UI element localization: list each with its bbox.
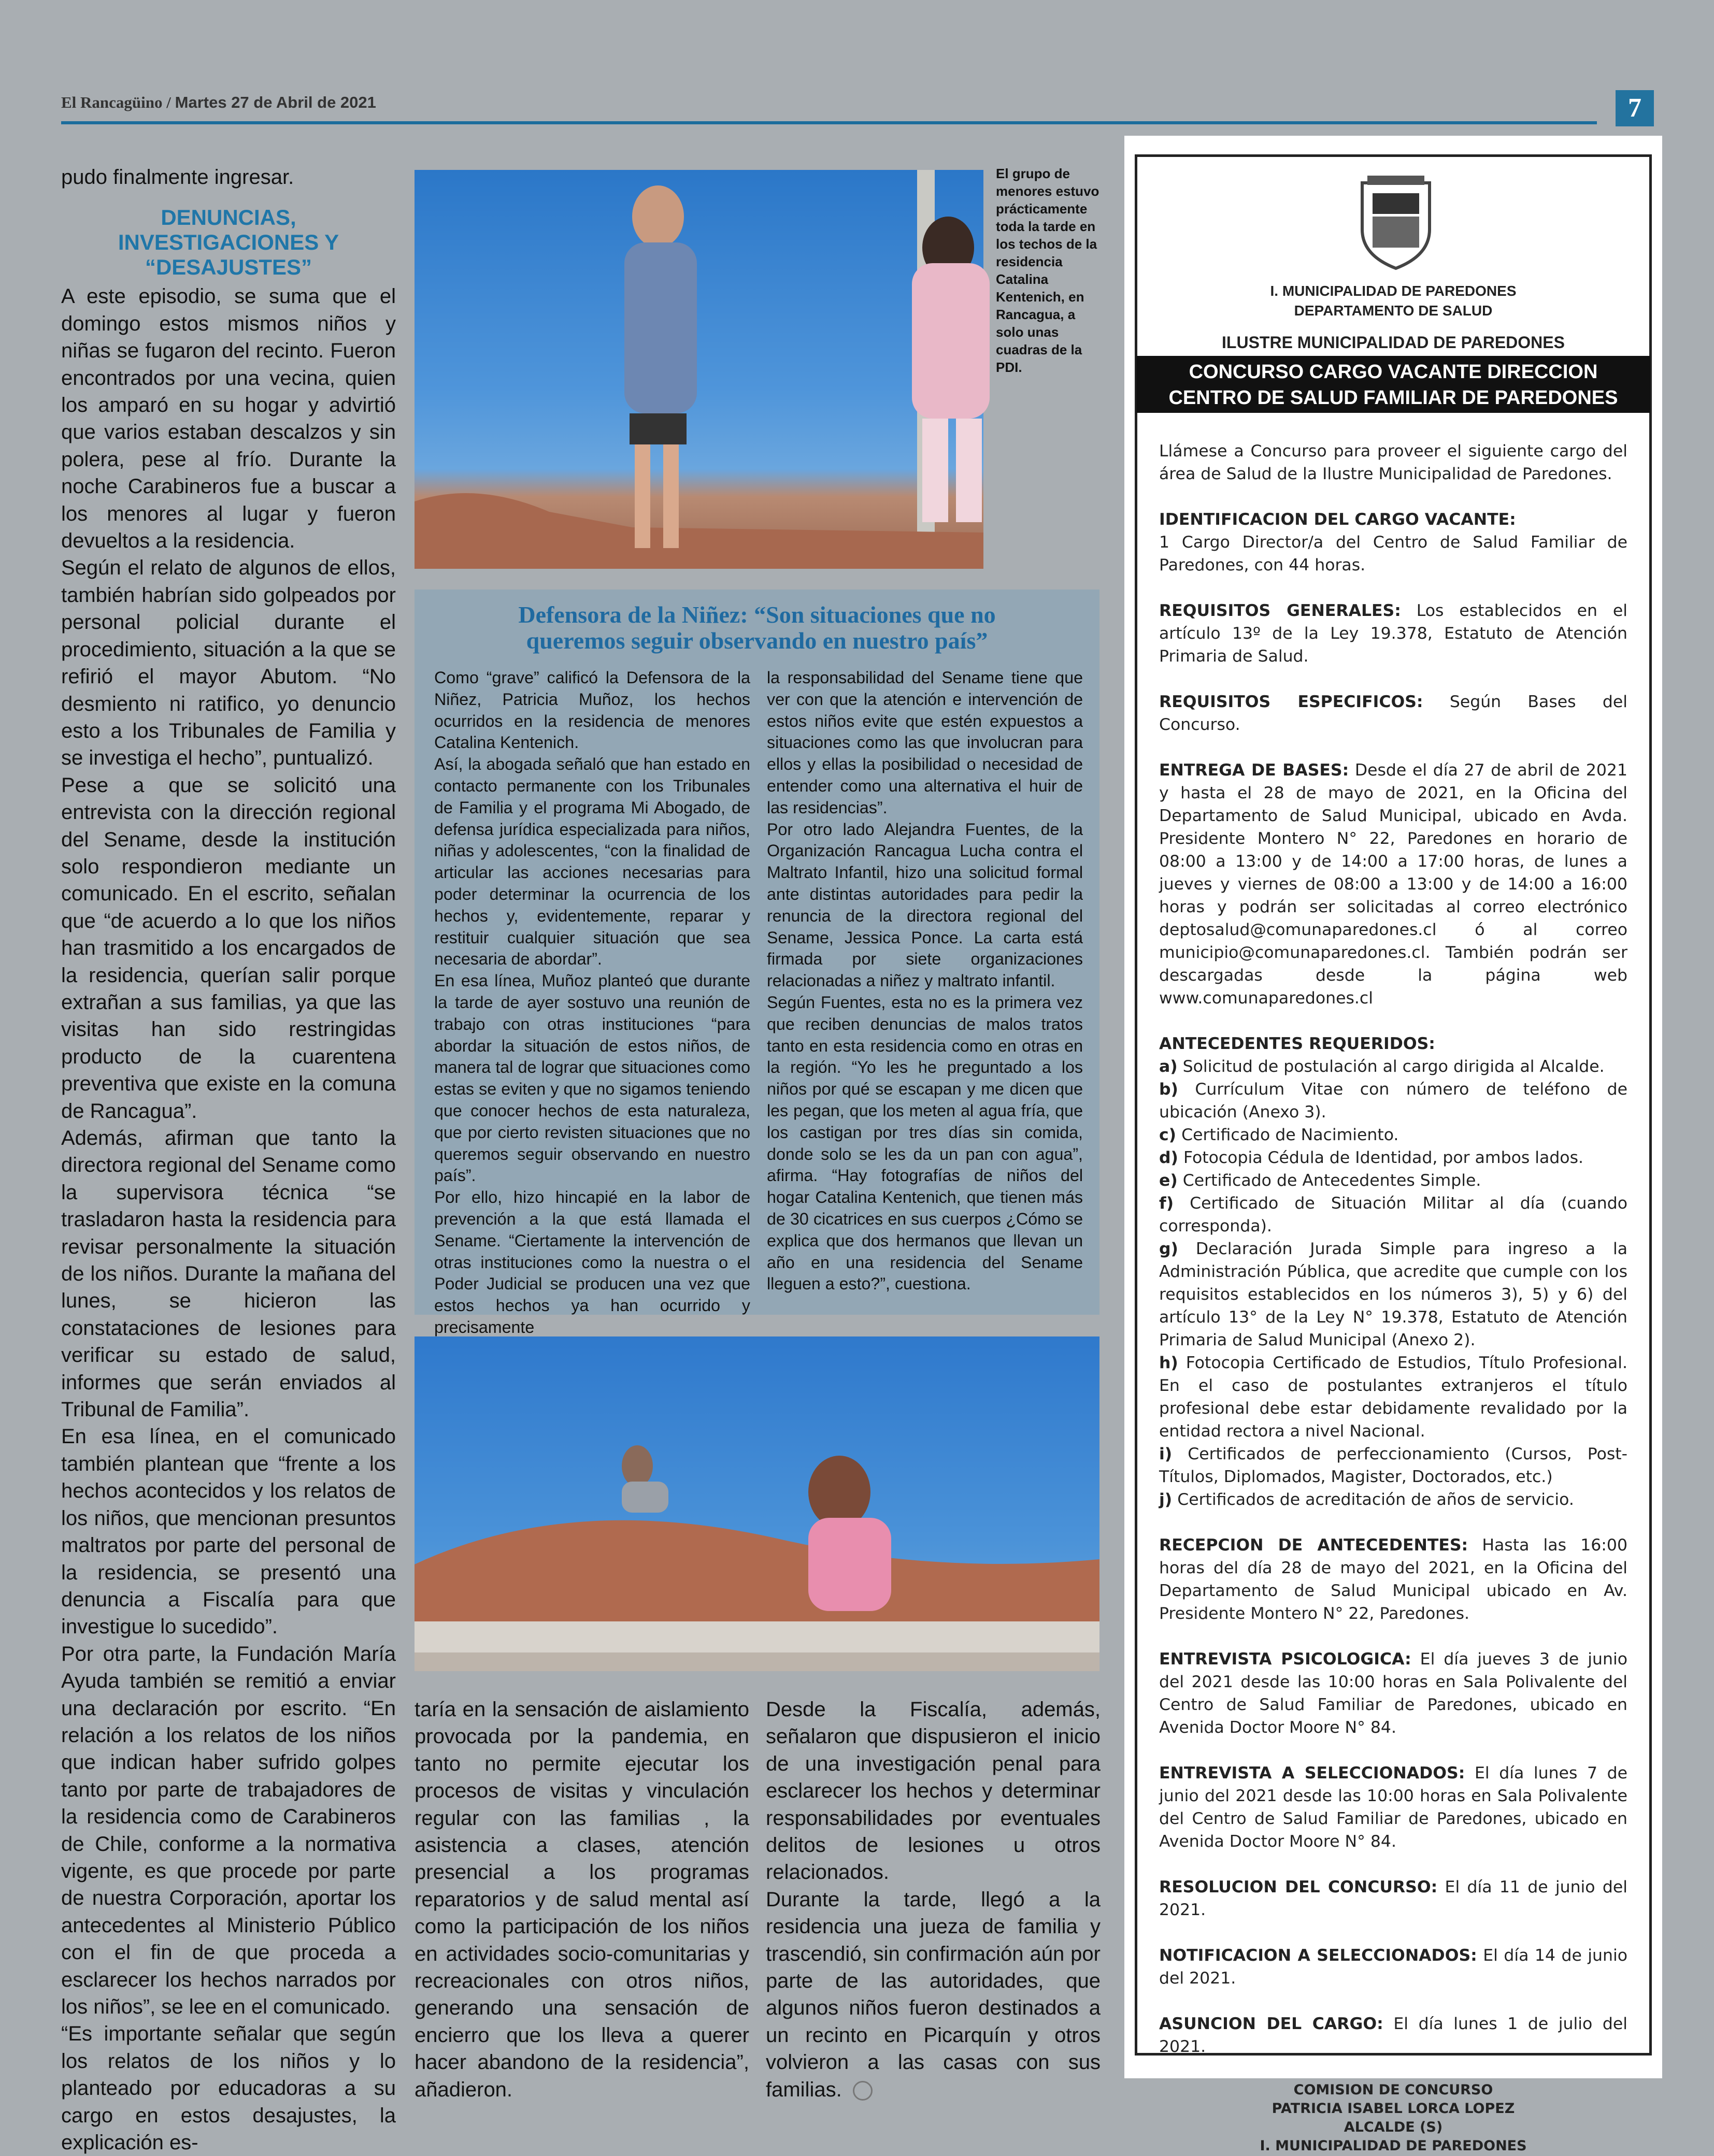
paragraph: Durante la tarde, llegó a la residencia una jueza de familia y trascendió, sin confirmación aún por parte de las autoridades, que algunos niños fueron destinados a un recinto en Picarquín y otros volvieron a las casas con sus familias. — [766, 1888, 1101, 2101]
ad-list-item — [1159, 1192, 1627, 1238]
ad-banner-line: CONCURSO CARGO VACANTE DIRECCION — [1189, 361, 1598, 383]
ad-label: IDENTIFICACION DEL CARGO VACANTE: — [1159, 510, 1516, 529]
ad-section — [1159, 1876, 1627, 1921]
ad-list-item — [1159, 1488, 1627, 1511]
paragraph: Desde la Fiscalía, además, señalaron que dispusieron el inicio de una investigación penal para esclarecer los hechos y determinar responsabilidades por eventuales delitos de lesiones u otros relacionados. — [766, 1698, 1101, 1884]
ad-org-title: ILUSTRE MUNICIPALIDAD DE PAREDONES — [1222, 333, 1565, 352]
rooftop-photo-bottom — [415, 1336, 1099, 1671]
issue-date: Martes 27 de Abril de 2021 — [175, 93, 376, 111]
box-paragraph: Por ello, hizo hincapié en la labor de prevención a la que está llamada el Sename. “Ciertamente la intervención de otras instituciones como la nuestra o el Poder Judicial se producen una vez que estos hechos ya han ocurrido y precisamente — [434, 1188, 750, 1336]
item-text: Fotocopia Certificado de Estudios, Título Profesional. En el caso de postulantes extranjeros el título profesional debe estar debidamente revalidado por la entidad rectora a nivel Nacional. — [1159, 1354, 1627, 1441]
municipal-notice-ad — [1124, 136, 1662, 2154]
paragraph: Por otra parte, la Fundación María Ayuda también se remitió a enviar una declaración por escrito. “En relación a los relatos de los niños que indican haber sufrido golpes tanto por parte de trabajadores de la residencia como de Carabineros de Chile, conforme a la normativa vigente, es que procede por parte de nuestra Corporación, aportar los antecedentes al Ministerio Público con el fin de que proceda a esclarecer los hechos narrados por los niños”, se lee en el comunicado. — [61, 1642, 396, 2018]
ad-section — [1159, 1944, 1627, 1990]
box-paragraph: Según Fuentes, esta no es la primera vez que reciben denuncias de malos tratos tanto en esta residencia como en otras en la región. “Yo les he preguntado a los niños por qué se escapan y me dicen que les pegan, que los meten al agua fría, que los castigan por tres días sin comida, donde solo se les da un pan con agua”, afirma. “Hay fotografías de niños del hogar Catalina Kentenich, que tienen más de 30 cicatrices en sus cuerpos ¿Cómo se explica que dos hermanos que llevan un año en una residencia del Sename lleguen a esto?”, cuestiona. — [767, 993, 1083, 1293]
ad-section — [1159, 508, 1627, 577]
ad-list-item — [1159, 1055, 1627, 1078]
item-key: c) — [1159, 1126, 1177, 1144]
ad-section — [1159, 1762, 1627, 1853]
item-key: e) — [1159, 1171, 1178, 1190]
section-subhead: DENUNCIAS, INVESTIGACIONES Y “DESAJUSTES” — [118, 205, 339, 280]
ad-label-line — [1159, 1032, 1627, 1055]
box-column-right — [767, 667, 1083, 1310]
ad-section — [1159, 759, 1627, 1010]
ad-body — [1159, 440, 1627, 2155]
item-text: Certificado de Nacimiento. — [1176, 1126, 1399, 1144]
paragraph: En esa línea, en el comunicado también plantean que “frente a los hechos acontecidos y los relatos de los niños, que mencionan presuntos maltratos por parte del personal de la residencia, se presentó una denuncia a Fiscalía para que investigue lo sucedido”. — [61, 1425, 396, 1638]
paragraph: Pese a que se solicitó una entrevista con la dirección regional del Sename, desde la institución solo respondieron mediante un comunicado. En el escrito, señalan que “de acuerdo a lo que los niños han trasmitido a los encargados de la residencia, querían salir porque extrañan a sus familias, ya que las visitas han sido restringidas producto de la cuarentena preventiva que existe en la comuna de Rancagua”. — [61, 773, 396, 1123]
article-column-1 — [61, 164, 396, 2154]
ad-label: NOTIFICACION A SELECCIONADOS: — [1159, 1946, 1477, 1965]
ad-list-item — [1159, 1146, 1627, 1169]
ad-list-item — [1159, 1169, 1627, 1192]
ad-value: Hasta las 16:00 horas del día 28 de mayo del 2021, en la Oficina del Departamento de Salud Municipal ubicado en Av. Presidente Montero N° 22, Paredones. — [1159, 1536, 1627, 1623]
paragraph: “Es importante señalar que según los relatos de los niños y lo planteado por educadoras a su cargo en estos desajustes, la explicación es- — [61, 2022, 396, 2154]
ad-value: El día jueves 3 de junio del 2021 desde las 10:00 horas en Sala Polivalente del Centro de Salud Familiar de Paredones, ubicado en Avenida Doctor Moore N° 84. — [1159, 1650, 1627, 1737]
rooftop-photo-top — [415, 170, 983, 569]
ad-list-item — [1159, 1443, 1627, 1488]
defensora-sidebar-box — [415, 590, 1099, 1336]
box-paragraph: Así, la abogada señaló que han estado en contacto permanente con los Tribunales de Familia y el programa Mi Abogado, de defensa jurídica especializada para niños, niñas y adolescentes, “con la finalidad de articular las acciones necesarias para poder determinar la ocurrencia de los hechos y, evidentemente, reparar y restituir cualquier situación que sea necesaria de abordar”. — [434, 755, 750, 969]
item-text: Fotocopia Cédula de Identidad, por ambos lados. — [1178, 1148, 1584, 1167]
ad-value: El día lunes 1 de julio del 2021. — [1159, 2015, 1627, 2056]
ad-list-item — [1159, 1124, 1627, 1146]
ad-label: REQUISITOS GENERALES: — [1159, 601, 1401, 620]
signature-line: COMISION DE CONCURSO — [1293, 2082, 1493, 2098]
ad-frame — [1135, 154, 1652, 2154]
item-text: Declaración Jurada Simple para ingreso a la Administración Pública, que acredite que cumple con los requisitos establecidos en los números 3), 5) y 6) del artículo 13° de la Ley N° 19.378, Estatuto de Atención Primaria de Salud Municipal (Anexo 2). — [1159, 1240, 1627, 1349]
item-key: d) — [1159, 1148, 1178, 1167]
end-mark-icon — [853, 2081, 873, 2101]
ad-label: ENTREVISTA PSICOLOGICA: — [1159, 1650, 1411, 1669]
box-paragraph: la responsabilidad del Sename tiene que ver con que la atención e intervención de estos niños evite que estén expuestos a situaciones como las que involucran para ellos y ellas la posibilidad o necesidad de entender como una alternativa el huir de las residencias”. — [767, 668, 1083, 817]
ad-value: El día lunes 7 de junio del 2021 desde las 10:00 horas en Sala Polivalente del Centro de Salud Familiar de Paredones, ubicado en Avenida Doctor Moore N° 84. — [1159, 1764, 1627, 1851]
ad-section — [1159, 1648, 1627, 1739]
article-column-2 — [415, 1696, 749, 2101]
header-rule — [61, 121, 1597, 124]
ad-label: ENTREGA DE BASES: — [1159, 761, 1349, 780]
item-text: Solicitud de postulación al cargo dirigida al Alcalde. — [1177, 1057, 1605, 1076]
item-text: Certificado de Antecedentes Simple. — [1177, 1171, 1481, 1190]
ad-label: RESOLUCION DEL CONCURSO: — [1159, 1878, 1438, 1896]
ad-list-item — [1159, 1238, 1627, 1352]
box-column-left — [434, 667, 750, 1336]
signature-line: ALCALDE (S) — [1344, 2119, 1443, 2135]
ad-label: REQUISITOS ESPECIFICOS: — [1159, 693, 1423, 711]
ad-org-line: I. MUNICIPALIDAD DE PAREDONES — [1270, 283, 1517, 299]
article-column-3 — [766, 1696, 1101, 2101]
ad-label: ENTREVISTA A SELECCIONADOS: — [1159, 1764, 1465, 1783]
box-paragraph: Como “grave” calificó la Defensora de la Niñez, Patricia Muñoz, los hechos ocurridos en la residencia de menores Catalina Kentenich. — [434, 668, 750, 752]
item-text: Currículum Vitae con número de teléfono de ubicación (Anexo 3). — [1159, 1080, 1627, 1122]
ad-banner — [1136, 356, 1650, 413]
item-key: j) — [1159, 1490, 1173, 1509]
box-paragraph: Por otro lado Alejandra Fuentes, de la Organización Rancagua Lucha contra el Maltrato Infantil, hizo una solicitud formal ante distintas autoridades para pedir la renuncia de la directora regional del Sename, Jessica Ponce. La carta está firmada por siete organizaciones relacionadas a niñez y maltrato infantil. — [767, 820, 1083, 990]
ad-banner-line: CENTRO DE SALUD FAMILIAR DE PAREDONES — [1168, 387, 1618, 409]
item-text: Certificado de Situación Militar al día (cuando corresponda). — [1159, 1194, 1627, 1235]
item-key: a) — [1159, 1057, 1178, 1076]
ad-label: ANTECEDENTES REQUERIDOS: — [1159, 1034, 1435, 1053]
page-header — [61, 93, 376, 112]
ad-value: Desde el día 27 de abril de 2021 y hasta el 28 de mayo de 2021, en la Oficina del Departamento de Salud Municipal, ubicado en Avda. Presidente Montero N° 22, Paredones en horario de 08:00 a 13:00 y de 14:00 a 17:00 horas, de lunes a jueves y viernes de 08:00 a 13:00 y de 14:00 a 16:00 horas y podrán ser solicitadas al correo electrónico deptosalud@comunaparedones.cl ó al correo municipio@comunaparedones.cl. También podrán ser descargadas desde la página web www.comunaparedones.cl — [1159, 761, 1627, 1008]
item-key: g) — [1159, 1240, 1178, 1258]
column-intro: pudo finalmente ingresar. — [61, 166, 294, 189]
box-paragraph: En esa línea, Muñoz planteó que durante la tarde de ayer sostuvo una reunión de trabajo con otras instituciones “para abordar la situación de estos niños, de manera tal de lograr que situaciones como estas se eviten y que no sigamos teniendo que conocer hechos de esta naturaleza, que por cierto revisten situaciones que no queremos seguir observando en nuestro país”. — [434, 971, 750, 1185]
signature-line: PATRICIA ISABEL LORCA LOPEZ — [1272, 2101, 1515, 2117]
ad-section — [1159, 599, 1627, 668]
ad-section — [1159, 2013, 1627, 2058]
paragraph: A este episodio, se suma que el domingo estos mismos niños y niñas se fugaron del recinto. Fueron encontrados por una vecina, quien los amparó en su hogar y advirtió que varios estaban descalzos y sin polera, pese al frío. Durante la noche Carabineros fue a buscar a los menores al lugar y fueron devueltos a la residencia. — [61, 285, 396, 553]
ad-value: El día 11 de junio del 2021. — [1159, 1878, 1627, 1919]
ad-org-header — [1137, 281, 1649, 321]
paragraph: taría en la sensación de aislamiento provocada por la pandemia, en tanto no permite ejecutar los procesos de visitas y vinculación regular con las familias , la asistencia a clases, atención presencial a los programas reparatorios y de salud mental así como la participación de los niños en actividades socio-comunitarias y recreacionales con otros niños, generando una sensación de encierro que los lleva a querer hacer abandono de la residencia”, añadieron. — [415, 1698, 749, 2101]
item-key: h) — [1159, 1354, 1178, 1372]
ad-value: Los establecidos en el artículo 13º de la Ley 19.378, Estatuto de Atención Primaria de Salud. — [1159, 601, 1627, 666]
photo-illustration — [415, 1336, 1099, 1671]
item-text: Certificados de perfeccionamiento (Cursos, Post-Títulos, Diplomados, Magister, Doctorados, etc.) — [1159, 1445, 1627, 1486]
photo-caption: El grupo de menores estuvo prácticamente toda la tarde en los techos de la residencia Catalina Kentenich, en Rancagua, a solo unas cuadras de la PDI. — [996, 166, 1099, 375]
item-text: Certificados de acreditación de años de servicio. — [1172, 1490, 1574, 1509]
photo-illustration — [415, 170, 983, 569]
municipal-seal-icon — [1352, 173, 1440, 271]
ad-signature — [1159, 2081, 1627, 2155]
ad-list-item — [1159, 1352, 1627, 1443]
signature-line: I. MUNICIPALIDAD DE PAREDONES — [1260, 2138, 1527, 2154]
ad-label: ASUNCION DEL CARGO: — [1159, 2015, 1383, 2033]
newspaper-name: El Rancagüino / — [61, 93, 171, 111]
ad-list-item — [1159, 1078, 1627, 1124]
ad-section — [1159, 1534, 1627, 1625]
ad-value: 1 Cargo Director/a del Centro de Salud Familiar de Paredones, con 44 horas. — [1159, 533, 1627, 574]
ad-section — [1159, 691, 1627, 736]
paragraph: Según el relato de algunos de ellos, también habrían sido golpeados por personal policial durante el procedimiento, situación a la que se refirió el mayor Abutom. “No desmiento ni ratifico, yo denuncio esto a los Tribunales de Familia y se investiga el hecho”, puntualizó. — [61, 556, 396, 770]
ad-value: El día 14 de junio del 2021. — [1159, 1946, 1628, 1988]
paragraph: Además, afirman que tanto la directora regional del Sename como la supervisora técnica “se trasladaron hasta la residencia para revisar personalmente la situación de los niños. Durante la mañana del lunes, se hicieron las constataciones de lesiones para verificar su estado de salud, informes que serán enviados al Tribunal de Familia”. — [61, 1127, 396, 1421]
ad-value: Según Bases del Concurso. — [1159, 693, 1627, 734]
box-title: Defensora de la Niñez: “Son situaciones que no queremos seguir observando en nuestro país” — [518, 601, 996, 654]
item-key: f) — [1159, 1194, 1174, 1213]
item-key: i) — [1159, 1445, 1173, 1463]
page-number: 7 — [1616, 90, 1654, 126]
ad-label: RECEPCION DE ANTECEDENTES: — [1159, 1536, 1468, 1555]
item-key: b) — [1159, 1080, 1178, 1099]
ad-intro: Llámese a Concurso para proveer el siguiente cargo del área de Salud de la Ilustre Municipalidad de Paredones. — [1159, 442, 1627, 483]
ad-org-line: DEPARTAMENTO DE SALUD — [1294, 303, 1493, 319]
